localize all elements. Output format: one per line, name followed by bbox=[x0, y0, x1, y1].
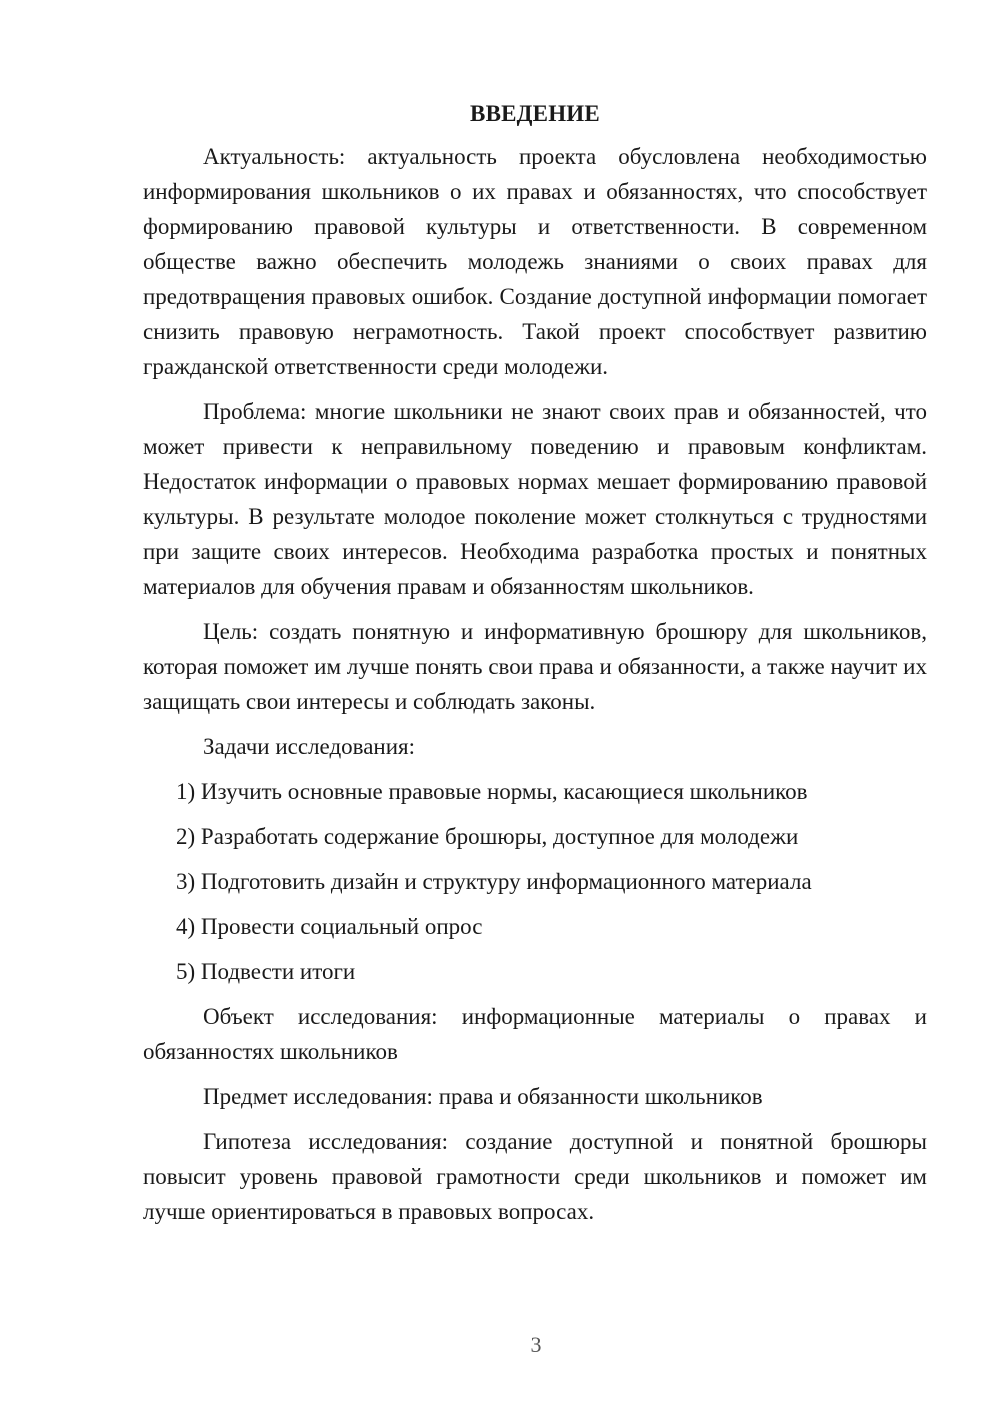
paragraph-problem: Проблема: многие школьники не знают своих прав и обязанностей, что может привести к неправильному поведению и правовым конфликтам. Недостаток информации о правовых нормах мешает формированию правовой культуры. В результате молодое поколение может столкнуться с трудностями при защите своих интересов. Необходима разработка простых и понятных материалов для обучения правам и обязанностям школьников. bbox=[143, 399, 927, 599]
task-item: 5) Подвести итоги bbox=[176, 959, 356, 984]
paragraph-relevance: Актуальность: актуальность проекта обусловлена необходимостью информирования школьников о их правах и обязанностях, что способствует формированию правовой культуры и ответственности. В современном обществе важно обеспечить молодежь знаниями о своих правах для предотвращения правовых ошибок. Создание доступной информации помогает снизить правовую неграмотность. Такой проект способствует развитию гражданской ответственности среди молодежи. bbox=[143, 144, 927, 379]
task-item: 3) Подготовить дизайн и структуру информационного материала bbox=[176, 869, 812, 894]
paragraph-hypothesis: Гипотеза исследования: создание доступной и понятной брошюры повысит уровень правовой грамотности среди школьников и поможет им лучше ориентироваться в правовых вопросах. bbox=[143, 1129, 927, 1224]
section-heading: ВВЕДЕНИЕ bbox=[470, 101, 600, 126]
task-item: 4) Провести социальный опрос bbox=[176, 914, 483, 939]
document-page bbox=[143, 96, 927, 1239]
page-number: 3 bbox=[530, 1332, 542, 1357]
paragraph-object: Объект исследования: информационные материалы о правах и обязанностях школьников bbox=[143, 1004, 927, 1064]
task-item: 2) Разработать содержание брошюры, доступное для молодежи bbox=[176, 824, 799, 849]
tasks-list bbox=[143, 774, 927, 989]
paragraph-tasks-intro: Задачи исследования: bbox=[203, 734, 416, 759]
paragraph-goal: Цель: создать понятную и информативную брошюру для школьников, которая поможет им лучше понять свои права и обязанности, а также научит их защищать свои интересы и соблюдать законы. bbox=[143, 619, 927, 714]
task-item: 1) Изучить основные правовые нормы, касающиеся школьников bbox=[176, 779, 808, 804]
paragraph-subject: Предмет исследования: права и обязанности школьников bbox=[203, 1084, 763, 1109]
